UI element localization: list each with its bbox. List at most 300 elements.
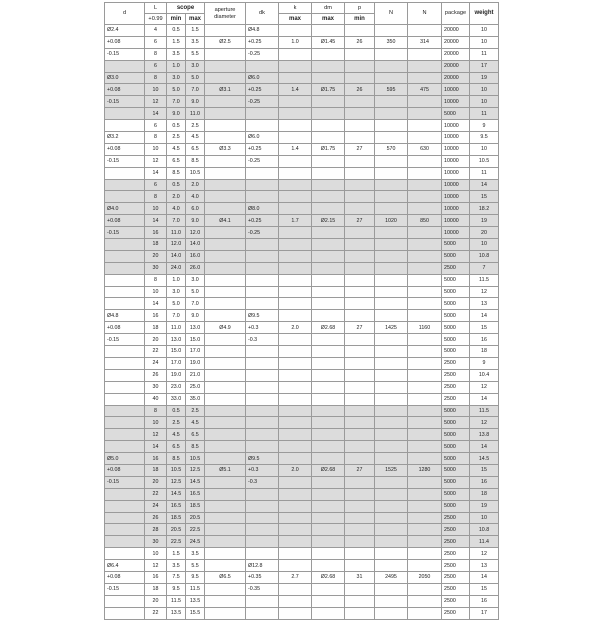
cell-aperture (205, 369, 246, 381)
cell-n2 (408, 155, 442, 167)
cell-scope-min: 6.5 (167, 155, 186, 167)
table-row (105, 84, 499, 96)
cell-length: 16 (145, 310, 167, 322)
table-row (105, 548, 499, 560)
cell-aperture (205, 346, 246, 358)
cell-scope-min: 1.0 (167, 274, 186, 286)
cell-d (105, 274, 145, 286)
table-row (105, 310, 499, 322)
cell-scope-max: 3.0 (186, 274, 205, 286)
cell-package: 5000 (442, 310, 470, 322)
cell-length: 6 (145, 60, 167, 72)
cell-p (345, 500, 375, 512)
cell-package: 5000 (442, 417, 470, 429)
cell-scope-max: 16.5 (186, 488, 205, 500)
cell-scope-max: 16.0 (186, 250, 205, 262)
cell-dk: -0.3 (246, 334, 279, 346)
header-k-max: max (279, 14, 312, 25)
table-row (105, 583, 499, 595)
table-row (105, 512, 499, 524)
cell-scope-min: 8.5 (167, 453, 186, 465)
cell-dm (312, 405, 345, 417)
cell-dk: Ø6.0 (246, 72, 279, 84)
cell-dm (312, 250, 345, 262)
cell-package: 2500 (442, 393, 470, 405)
cell-n1: 2495 (375, 571, 408, 583)
cell-p (345, 357, 375, 369)
cell-dk: Ø4.8 (246, 25, 279, 37)
cell-p (345, 274, 375, 286)
cell-d (105, 357, 145, 369)
cell-scope-min: 19.0 (167, 369, 186, 381)
cell-package: 20000 (442, 36, 470, 48)
header-dm-max: max (312, 14, 345, 25)
cell-scope-max: 7.0 (186, 298, 205, 310)
cell-dk (246, 108, 279, 120)
cell-p (345, 369, 375, 381)
cell-package: 5000 (442, 346, 470, 358)
cell-d (105, 405, 145, 417)
cell-d (105, 179, 145, 191)
cell-weight: 13 (470, 560, 499, 572)
cell-n1 (375, 274, 408, 286)
cell-aperture (205, 250, 246, 262)
cell-p (345, 96, 375, 108)
cell-aperture (205, 548, 246, 560)
cell-n2: 2050 (408, 571, 442, 583)
cell-dm (312, 167, 345, 179)
cell-n1 (375, 96, 408, 108)
cell-aperture (205, 453, 246, 465)
cell-dk (246, 441, 279, 453)
cell-scope-max: 11.5 (186, 583, 205, 595)
spec-table-body (105, 25, 499, 620)
cell-d (105, 262, 145, 274)
cell-d: -0.15 (105, 227, 145, 239)
cell-scope-max: 10.5 (186, 453, 205, 465)
cell-k (279, 25, 312, 37)
cell-scope-max: 2.5 (186, 405, 205, 417)
cell-n2 (408, 25, 442, 37)
header-k: k (279, 3, 312, 14)
cell-p (345, 250, 375, 262)
cell-scope-max: 11.0 (186, 108, 205, 120)
cell-aperture (205, 381, 246, 393)
cell-package: 5000 (442, 464, 470, 476)
cell-weight: 10.8 (470, 524, 499, 536)
cell-n2 (408, 607, 442, 619)
cell-d: +0.08 (105, 322, 145, 334)
cell-length: 20 (145, 476, 167, 488)
cell-n2 (408, 132, 442, 144)
cell-scope-min: 3.5 (167, 48, 186, 60)
cell-k: 1.0 (279, 36, 312, 48)
cell-p (345, 334, 375, 346)
cell-k: 2.7 (279, 571, 312, 583)
cell-d: Ø6.4 (105, 560, 145, 572)
cell-scope-max: 15.5 (186, 607, 205, 619)
cell-aperture (205, 441, 246, 453)
cell-weight: 19 (470, 500, 499, 512)
cell-aperture (205, 60, 246, 72)
table-row (105, 120, 499, 132)
cell-package: 2500 (442, 381, 470, 393)
cell-k (279, 274, 312, 286)
cell-dk (246, 488, 279, 500)
cell-d: Ø4.0 (105, 203, 145, 215)
cell-aperture (205, 488, 246, 500)
cell-k (279, 262, 312, 274)
cell-scope-max: 7.0 (186, 84, 205, 96)
cell-n2: 630 (408, 143, 442, 155)
cell-n1 (375, 417, 408, 429)
cell-n1 (375, 179, 408, 191)
cell-n2 (408, 179, 442, 191)
cell-n1 (375, 607, 408, 619)
cell-aperture: Ø2.5 (205, 36, 246, 48)
cell-n2 (408, 405, 442, 417)
cell-weight: 11 (470, 48, 499, 60)
cell-k (279, 167, 312, 179)
cell-d: Ø5.0 (105, 453, 145, 465)
table-row (105, 60, 499, 72)
cell-dm (312, 500, 345, 512)
cell-aperture (205, 132, 246, 144)
cell-p (345, 310, 375, 322)
cell-k (279, 488, 312, 500)
cell-dk (246, 167, 279, 179)
cell-n2 (408, 191, 442, 203)
cell-k: 1.4 (279, 143, 312, 155)
cell-dm (312, 227, 345, 239)
cell-aperture: Ø4.1 (205, 215, 246, 227)
cell-dk (246, 298, 279, 310)
cell-d: +0.08 (105, 464, 145, 476)
cell-p (345, 405, 375, 417)
cell-package: 10000 (442, 179, 470, 191)
cell-n2 (408, 524, 442, 536)
cell-k (279, 536, 312, 548)
cell-package: 10000 (442, 120, 470, 132)
cell-weight: 12 (470, 286, 499, 298)
cell-p (345, 132, 375, 144)
cell-weight: 10.4 (470, 369, 499, 381)
cell-k (279, 381, 312, 393)
header-n1: N (375, 3, 408, 25)
cell-p (345, 239, 375, 251)
table-row (105, 262, 499, 274)
cell-scope-min: 16.5 (167, 500, 186, 512)
cell-n2 (408, 120, 442, 132)
cell-weight: 16 (470, 595, 499, 607)
cell-scope-max: 9.0 (186, 310, 205, 322)
spec-table-container (104, 2, 498, 620)
cell-dk (246, 429, 279, 441)
cell-dk (246, 346, 279, 358)
cell-n2 (408, 286, 442, 298)
cell-k (279, 500, 312, 512)
cell-n2 (408, 441, 442, 453)
cell-n2 (408, 96, 442, 108)
cell-dk (246, 595, 279, 607)
cell-package: 2500 (442, 607, 470, 619)
table-row (105, 441, 499, 453)
cell-scope-max: 20.5 (186, 512, 205, 524)
table-row (105, 595, 499, 607)
cell-dk: -0.3 (246, 476, 279, 488)
cell-n2: 1160 (408, 322, 442, 334)
cell-aperture (205, 48, 246, 60)
header-d: d (105, 3, 145, 25)
cell-dm (312, 536, 345, 548)
cell-dk: -0.25 (246, 155, 279, 167)
cell-scope-max: 4.0 (186, 191, 205, 203)
cell-k (279, 548, 312, 560)
cell-length: 10 (145, 84, 167, 96)
cell-aperture (205, 560, 246, 572)
cell-n2: 1280 (408, 464, 442, 476)
cell-aperture (205, 108, 246, 120)
cell-aperture (205, 476, 246, 488)
cell-p (345, 203, 375, 215)
cell-scope-min: 4.5 (167, 429, 186, 441)
cell-k: 2.0 (279, 464, 312, 476)
table-row (105, 215, 499, 227)
cell-aperture (205, 227, 246, 239)
cell-weight: 10 (470, 512, 499, 524)
cell-weight: 10 (470, 36, 499, 48)
cell-n1 (375, 524, 408, 536)
cell-scope-min: 2.0 (167, 191, 186, 203)
table-row (105, 179, 499, 191)
cell-aperture (205, 417, 246, 429)
cell-p (345, 60, 375, 72)
cell-scope-max: 6.5 (186, 429, 205, 441)
cell-d: +0.08 (105, 571, 145, 583)
cell-n2 (408, 274, 442, 286)
cell-scope-max: 19.0 (186, 357, 205, 369)
cell-n1 (375, 548, 408, 560)
cell-k (279, 72, 312, 84)
cell-package: 2500 (442, 524, 470, 536)
cell-d: Ø3.2 (105, 132, 145, 144)
cell-p: 26 (345, 36, 375, 48)
cell-scope-max: 12.5 (186, 464, 205, 476)
cell-dm (312, 262, 345, 274)
cell-dk (246, 179, 279, 191)
cell-weight: 11 (470, 167, 499, 179)
cell-dm (312, 334, 345, 346)
cell-d (105, 488, 145, 500)
cell-d: +0.08 (105, 143, 145, 155)
cell-dm: Ø2.68 (312, 322, 345, 334)
cell-scope-min: 7.5 (167, 571, 186, 583)
table-row (105, 488, 499, 500)
cell-scope-max: 2.0 (186, 179, 205, 191)
cell-package: 2500 (442, 548, 470, 560)
cell-package: 10000 (442, 96, 470, 108)
cell-dm (312, 191, 345, 203)
cell-n1 (375, 262, 408, 274)
cell-dk: Ø9.5 (246, 310, 279, 322)
cell-dm (312, 239, 345, 251)
cell-scope-min: 3.0 (167, 286, 186, 298)
cell-aperture (205, 583, 246, 595)
table-row (105, 405, 499, 417)
cell-d (105, 536, 145, 548)
table-row (105, 167, 499, 179)
cell-n2 (408, 393, 442, 405)
cell-dm (312, 476, 345, 488)
cell-length: 10 (145, 143, 167, 155)
cell-d (105, 60, 145, 72)
table-row (105, 322, 499, 334)
cell-n2 (408, 239, 442, 251)
cell-scope-max: 12.0 (186, 227, 205, 239)
cell-p (345, 191, 375, 203)
cell-dk: +0.35 (246, 571, 279, 583)
cell-dm (312, 381, 345, 393)
cell-n1 (375, 583, 408, 595)
cell-aperture (205, 274, 246, 286)
cell-k (279, 239, 312, 251)
cell-scope-max: 35.0 (186, 393, 205, 405)
cell-length: 22 (145, 607, 167, 619)
cell-scope-min: 13.5 (167, 607, 186, 619)
cell-dm (312, 369, 345, 381)
cell-scope-max: 8.5 (186, 155, 205, 167)
cell-dk: +0.3 (246, 322, 279, 334)
cell-scope-min: 7.0 (167, 215, 186, 227)
cell-n2 (408, 583, 442, 595)
cell-length: 6 (145, 179, 167, 191)
cell-d: Ø2.4 (105, 25, 145, 37)
cell-p (345, 346, 375, 358)
cell-weight: 16 (470, 334, 499, 346)
cell-k: 1.4 (279, 84, 312, 96)
cell-weight: 10 (470, 96, 499, 108)
cell-length: 8 (145, 72, 167, 84)
cell-p: 31 (345, 571, 375, 583)
cell-n2 (408, 357, 442, 369)
cell-n2: 475 (408, 84, 442, 96)
cell-package: 5000 (442, 476, 470, 488)
cell-package: 20000 (442, 60, 470, 72)
cell-package: 20000 (442, 72, 470, 84)
cell-package: 2500 (442, 583, 470, 595)
cell-package: 5000 (442, 500, 470, 512)
cell-n1: 595 (375, 84, 408, 96)
cell-k (279, 595, 312, 607)
cell-n1 (375, 60, 408, 72)
cell-length: 14 (145, 108, 167, 120)
cell-k (279, 108, 312, 120)
cell-aperture (205, 96, 246, 108)
header-scope-max: max (186, 14, 205, 25)
cell-aperture (205, 191, 246, 203)
cell-weight: 18 (470, 488, 499, 500)
cell-dk: -0.35 (246, 583, 279, 595)
cell-package: 5000 (442, 453, 470, 465)
cell-length: 8 (145, 405, 167, 417)
cell-scope-min: 24.0 (167, 262, 186, 274)
cell-package: 2500 (442, 512, 470, 524)
cell-weight: 14.5 (470, 453, 499, 465)
cell-aperture (205, 310, 246, 322)
cell-scope-min: 0.5 (167, 405, 186, 417)
cell-n1 (375, 227, 408, 239)
cell-p (345, 393, 375, 405)
table-row (105, 334, 499, 346)
cell-package: 20000 (442, 48, 470, 60)
cell-dm (312, 453, 345, 465)
cell-n1: 350 (375, 36, 408, 48)
cell-dm (312, 25, 345, 37)
header-p: p (345, 3, 375, 14)
cell-d: +0.08 (105, 36, 145, 48)
table-row (105, 96, 499, 108)
cell-k (279, 346, 312, 358)
cell-weight: 14 (470, 571, 499, 583)
cell-length: 10 (145, 286, 167, 298)
cell-dk (246, 393, 279, 405)
cell-dk: +0.3 (246, 464, 279, 476)
cell-package: 2500 (442, 536, 470, 548)
cell-dm (312, 108, 345, 120)
table-row (105, 417, 499, 429)
table-row (105, 191, 499, 203)
table-row (105, 607, 499, 619)
cell-d (105, 298, 145, 310)
cell-p: 27 (345, 143, 375, 155)
cell-k (279, 524, 312, 536)
cell-dk: Ø6.0 (246, 132, 279, 144)
cell-dk (246, 500, 279, 512)
cell-k (279, 512, 312, 524)
cell-length: 10 (145, 548, 167, 560)
cell-d (105, 393, 145, 405)
table-row (105, 560, 499, 572)
cell-d (105, 167, 145, 179)
cell-scope-max: 25.0 (186, 381, 205, 393)
cell-dk (246, 369, 279, 381)
cell-dk (246, 262, 279, 274)
cell-d (105, 346, 145, 358)
cell-n2 (408, 346, 442, 358)
cell-package: 2500 (442, 571, 470, 583)
cell-length: 16 (145, 571, 167, 583)
cell-aperture (205, 429, 246, 441)
cell-d (105, 286, 145, 298)
cell-n2 (408, 60, 442, 72)
cell-weight: 15 (470, 191, 499, 203)
cell-scope-min: 11.0 (167, 322, 186, 334)
cell-k (279, 120, 312, 132)
cell-dm (312, 286, 345, 298)
cell-dm (312, 346, 345, 358)
cell-scope-min: 7.0 (167, 96, 186, 108)
cell-n1: 570 (375, 143, 408, 155)
cell-d (105, 524, 145, 536)
cell-scope-min: 9.5 (167, 583, 186, 595)
cell-package: 5000 (442, 405, 470, 417)
cell-d: -0.15 (105, 583, 145, 595)
cell-p (345, 476, 375, 488)
cell-k (279, 310, 312, 322)
cell-dk (246, 405, 279, 417)
header-aperture-diameter: aperture diameter (205, 3, 246, 25)
cell-scope-min: 3.5 (167, 560, 186, 572)
